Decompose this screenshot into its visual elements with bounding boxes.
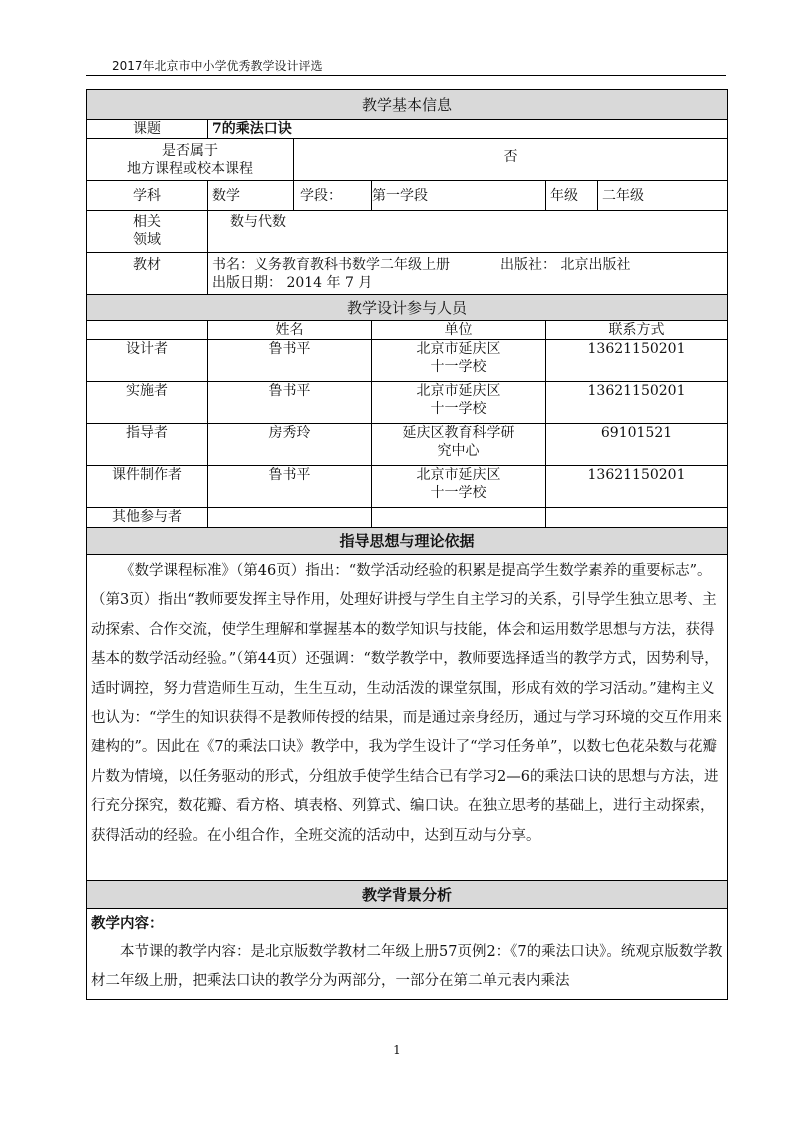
topic-value: 7的乘法口诀 [208, 120, 728, 139]
participant-row [87, 340, 728, 382]
field-label-line2: 领域 [133, 232, 161, 248]
participant-contact: 69101521 [546, 424, 728, 466]
participant-unit [372, 340, 546, 382]
document-header: 2017年北京市中小学优秀教学设计评选 [112, 59, 323, 73]
participant-unit [372, 424, 546, 466]
participant-unit-line1: 北京市延庆区 [416, 341, 501, 357]
section-theory-title: 指导思想与理论依据 [87, 528, 728, 555]
participant-name [208, 508, 372, 528]
content-label: 教学内容： [91, 915, 164, 932]
section-background-title: 教学背景分析 [87, 881, 728, 909]
page-number: 1 [393, 1043, 401, 1057]
section-basic-info-title: 教学基本信息 [87, 90, 728, 120]
stage-label: 学段： [294, 181, 372, 211]
participant-unit-line2: 十一学校 [430, 401, 487, 417]
textbook-value [208, 253, 728, 295]
subject-label: 学科 [87, 181, 208, 211]
participant-row [87, 466, 728, 508]
participant-contact: 13621150201 [546, 466, 728, 508]
participant-row [87, 508, 728, 528]
participant-row [87, 382, 728, 424]
participant-unit [372, 382, 546, 424]
local-course-label-line1: 是否属于 [162, 142, 218, 159]
subject-value: 数学 [208, 181, 294, 211]
participant-contact: 13621150201 [546, 382, 728, 424]
section-participants-title: 教学设计参与人员 [87, 295, 728, 321]
field-value: 数与代数 [208, 211, 728, 253]
lesson-design-table [86, 89, 728, 1000]
participant-name: 鲁书平 [208, 340, 372, 382]
participant-unit-line2: 十一学校 [430, 359, 487, 375]
participants-header-contact: 联系方式 [546, 321, 728, 340]
header-rule [86, 75, 726, 76]
participant-role: 指导者 [87, 424, 208, 466]
participant-row [87, 424, 728, 466]
topic-label: 课题 [87, 120, 208, 139]
textbook-date: 出版日期： 2014 年 7 月 [212, 275, 373, 291]
participant-unit [372, 508, 546, 528]
participant-unit-line2: 究中心 [437, 443, 480, 459]
local-course-label-line2: 地方课程或校本课程 [127, 160, 253, 177]
content-paragraph: 本节课的教学内容：是北京版数学教材二年级上册57页例2：《7的乘法口诀》。统观京版数学教材二年级上册，把乘法口诀的教学分为两部分，一部分在第二单元表内乘法 [91, 944, 723, 989]
participant-contact: 13621150201 [546, 340, 728, 382]
theory-paragraph: 《数学课程标准》（第46页）指出：“数学活动经验的积累是提高学生数学素养的重要标志”。（第3页）指出“教师要发挥主导作用，处理好讲授与学生自主学习的关系，引导学生独立思考、主动探索、合作交流，使学生理解和掌握基本的数学知识与技能，体会和运用数学思想与方法，获得基本的数学活动经验。”（第44页）还强调：“数学教学中，教师要选择适当的教学方式，因势利导，适时调控，努力营造师生互动，生生互动，生动活泼的课堂氛围，形成有效的学习活动。”建构主义也认为：“学生的知识获得不是教师传授的结果，而是通过亲身经历，通过与学习环境的交互作用来建构的”。因此在《7的乘法口诀》教学中，我为学生设计了“学习任务单”，以数七色花朵数与花瓣片数为情境，以任务驱动的形式，分组放手使学生结合已有学习2—6的乘法口诀的思想与方法，进行充分探究，数花瓣、看方格、填表格、列算式、编口诀。在独立思考的基础上，进行主动探索，获得活动的经验。在小组合作，全班交流的活动中，达到互动与分享。 [87, 555, 728, 881]
background-content [87, 909, 728, 1000]
participant-role: 其他参与者 [87, 508, 208, 528]
participant-role: 实施者 [87, 382, 208, 424]
participant-unit [372, 466, 546, 508]
textbook-publisher: 出版社： 北京出版社 [500, 257, 631, 273]
grade-value: 二年级 [598, 181, 728, 211]
participants-header-name: 姓名 [208, 321, 372, 340]
participant-name: 鲁书平 [208, 382, 372, 424]
participant-contact [546, 508, 728, 528]
participant-unit-line2: 十一学校 [430, 485, 487, 501]
local-course-label [87, 139, 294, 181]
participant-role: 课件制作者 [87, 466, 208, 508]
participant-unit-line1: 北京市延庆区 [416, 383, 501, 399]
participants-header-unit: 单位 [372, 321, 546, 340]
participant-role: 设计者 [87, 340, 208, 382]
field-label [87, 211, 208, 253]
participants-header-role [87, 321, 208, 340]
local-course-value: 否 [294, 139, 728, 181]
participant-unit-line1: 延庆区教育科学研 [402, 425, 515, 441]
textbook-label: 教材 [87, 253, 208, 295]
grade-label: 年级 [546, 181, 598, 211]
stage-value: 第一学段 [372, 181, 546, 211]
participant-name: 房秀玲 [208, 424, 372, 466]
participant-unit-line1: 北京市延庆区 [416, 467, 501, 483]
field-label-line1: 相关 [133, 214, 161, 230]
textbook-name: 书名：义务教育教科书数学二年级上册 [212, 257, 450, 273]
participant-name: 鲁书平 [208, 466, 372, 508]
